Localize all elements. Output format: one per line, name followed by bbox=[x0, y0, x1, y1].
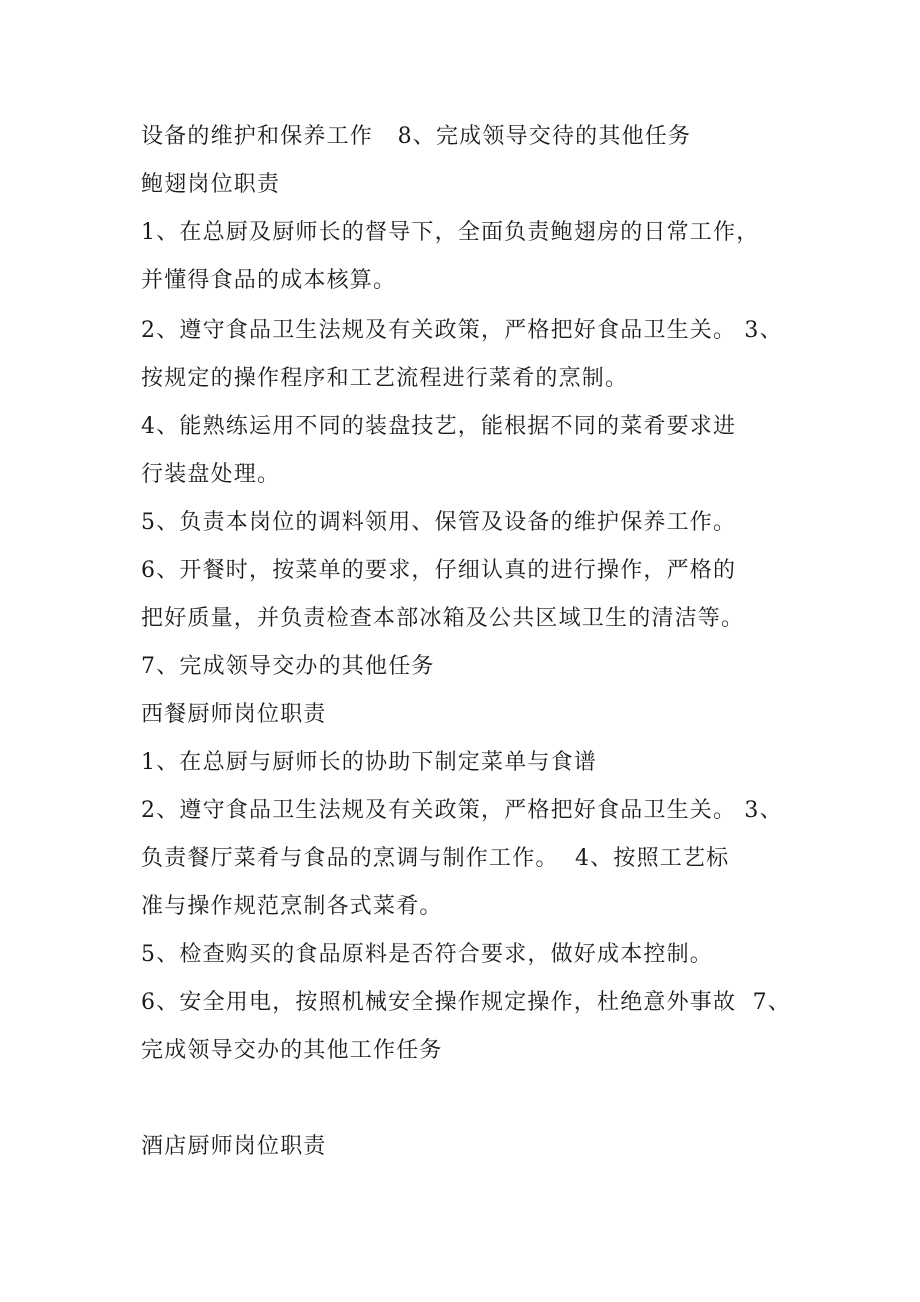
section-heading-abalone: 鲍翅岗位职责 bbox=[141, 172, 281, 197]
text-line: 6、安全用电，按照机械安全操作规定操作，杜绝意外事故 7、 bbox=[141, 990, 791, 1015]
text-line: 并懂得食品的成本核算。 bbox=[141, 268, 397, 293]
text-line: 2、遵守食品卫生法规及有关政策，严格把好食品卫生关。 3、 bbox=[141, 318, 783, 343]
section-heading-hotel: 酒店厨师岗位职责 bbox=[141, 1134, 327, 1159]
text-line: 完成领导交办的其他工作任务 bbox=[141, 1038, 443, 1063]
text-line: 1、在总厨及厨师长的督导下，全面负责鲍翅房的日常工作， bbox=[141, 220, 760, 245]
section-heading-western: 西餐厨师岗位职责 bbox=[141, 702, 327, 727]
text-line: 负责餐厅菜肴与食品的烹调与制作工作。 4、按照工艺标 bbox=[141, 846, 730, 871]
text-line: 2、遵守食品卫生法规及有关政策，严格把好食品卫生关。 3、 bbox=[141, 798, 783, 823]
text-line: 按规定的操作程序和工艺流程进行菜肴的烹制。 bbox=[141, 366, 629, 391]
text-line: 行装盘处理。 bbox=[141, 462, 281, 487]
text-line: 4、能熟练运用不同的装盘技艺，能根据不同的菜肴要求进 bbox=[141, 414, 737, 439]
text-line: 5、检查购买的食品原料是否符合要求，做好成本控制。 bbox=[141, 942, 713, 967]
text-line: 1、在总厨与厨师长的协助下制定菜单与食谱 bbox=[141, 750, 597, 775]
text-line: 5、负责本岗位的调料领用、保管及设备的维护保养工作。 bbox=[141, 510, 737, 535]
text-line: 6、开餐时，按菜单的要求，仔细认真的进行操作，严格的 bbox=[141, 558, 737, 583]
text-line: 设备的维护和保养工作 8、完成领导交待的其他任务 bbox=[141, 124, 692, 149]
text-line: 7、完成领导交办的其他任务 bbox=[141, 654, 435, 679]
text-line: 准与操作规范烹制各式菜肴。 bbox=[141, 894, 443, 919]
text-line: 把好质量，并负责检查本部冰箱及公共区域卫生的清洁等。 bbox=[141, 606, 745, 631]
